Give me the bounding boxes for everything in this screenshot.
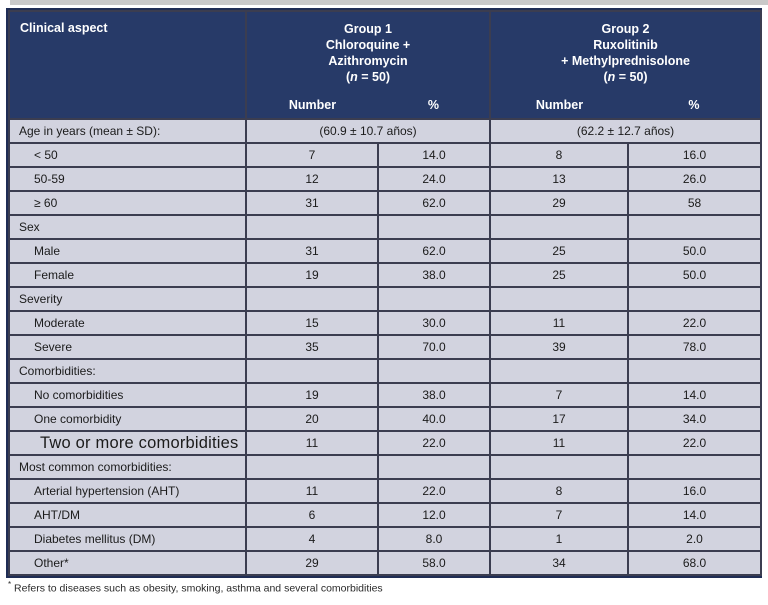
group1-title — [247, 12, 489, 85]
empty-cell — [378, 455, 490, 479]
empty-cell — [490, 455, 628, 479]
cell-group1-percent: 22.0 — [378, 479, 490, 503]
group2-number-label: Number — [535, 98, 584, 112]
cell-group1-number: 20 — [246, 407, 378, 431]
cell-group2-number: 8 — [490, 479, 628, 503]
empty-cell — [628, 215, 761, 239]
cell-group2-number: 11 — [490, 431, 628, 455]
table-row — [9, 455, 761, 479]
table-row — [9, 383, 761, 407]
cell-group1-percent: 8.0 — [378, 527, 490, 551]
cell-group1-number: 11 — [246, 431, 378, 455]
footnote-marker: * — [8, 580, 12, 589]
header-clinical-aspect — [9, 11, 246, 119]
footnote — [8, 580, 383, 595]
group2-drug-line2: + Methylprednisolone — [561, 54, 690, 68]
group1-drug-line2: Azithromycin — [328, 54, 408, 68]
cell-group2-percent: 50.0 — [628, 239, 761, 263]
table-row — [9, 143, 761, 167]
cell-group2-percent: 14.0 — [628, 503, 761, 527]
group2-title — [491, 12, 760, 85]
empty-cell — [628, 359, 761, 383]
table-row — [9, 359, 761, 383]
row-label: Diabetes mellitus (DM) — [9, 527, 246, 551]
cell-group1-number: 12 — [246, 167, 378, 191]
table-row — [9, 167, 761, 191]
cell-group1-number: 31 — [246, 239, 378, 263]
empty-cell — [378, 215, 490, 239]
cell-group1-percent: 62.0 — [378, 191, 490, 215]
row-label: One comorbidity — [9, 407, 246, 431]
cell-group2-number: 25 — [490, 263, 628, 287]
cell-group1-number: 6 — [246, 503, 378, 527]
cell-group2-percent: 22.0 — [628, 311, 761, 335]
table-row — [9, 311, 761, 335]
group2-summary-cell: (62.2 ± 12.7 años) — [490, 119, 761, 143]
cell-group1-number: 4 — [246, 527, 378, 551]
cell-group1-percent: 62.0 — [378, 239, 490, 263]
cell-group1-percent: 70.0 — [378, 335, 490, 359]
cell-group2-number: 29 — [490, 191, 628, 215]
row-label: Severe — [9, 335, 246, 359]
row-label: Age in years (mean ± SD): — [9, 119, 246, 143]
row-label: Sex — [9, 215, 246, 239]
cell-group1-percent: 22.0 — [378, 431, 490, 455]
cell-group1-percent: 30.0 — [378, 311, 490, 335]
clinical-comparison-table — [6, 8, 762, 578]
cell-group2-percent: 16.0 — [628, 143, 761, 167]
cell-group1-number: 7 — [246, 143, 378, 167]
cell-group1-number: 19 — [246, 263, 378, 287]
header-row — [9, 11, 761, 119]
cell-group2-number: 7 — [490, 383, 628, 407]
cell-group2-number: 39 — [490, 335, 628, 359]
header-group1 — [246, 11, 490, 119]
group1-summary-cell: (60.9 ± 10.7 años) — [246, 119, 490, 143]
row-label: No comorbidities — [9, 383, 246, 407]
table — [8, 10, 762, 576]
cell-group1-percent: 40.0 — [378, 407, 490, 431]
cell-group1-percent: 14.0 — [378, 143, 490, 167]
table-row — [9, 551, 761, 575]
cell-group2-percent: 68.0 — [628, 551, 761, 575]
cell-group2-percent: 2.0 — [628, 527, 761, 551]
group2-percent-label: % — [688, 98, 700, 112]
cell-group2-percent: 50.0 — [628, 263, 761, 287]
cell-group2-number: 13 — [490, 167, 628, 191]
cell-group2-percent: 22.0 — [628, 431, 761, 455]
row-label: Male — [9, 239, 246, 263]
row-label: 50-59 — [9, 167, 246, 191]
cell-group1-number: 31 — [246, 191, 378, 215]
table-header — [9, 11, 761, 119]
empty-cell — [490, 287, 628, 311]
empty-cell — [490, 215, 628, 239]
cell-group2-percent: 26.0 — [628, 167, 761, 191]
cell-group1-percent: 12.0 — [378, 503, 490, 527]
table-row — [9, 431, 761, 455]
cell-group2-number: 34 — [490, 551, 628, 575]
group1-subheader — [247, 98, 489, 118]
group1-drug-line1: Chloroquine + — [325, 38, 411, 52]
row-label: Comorbidities: — [9, 359, 246, 383]
empty-cell — [628, 287, 761, 311]
table-row — [9, 239, 761, 263]
row-label: Two or more comorbidities — [9, 431, 246, 455]
cell-group1-percent: 24.0 — [378, 167, 490, 191]
cell-group1-number: 11 — [246, 479, 378, 503]
table-row — [9, 287, 761, 311]
footnote-text: Refers to diseases such as obesity, smoking, asthma and several comorbidities — [11, 582, 383, 595]
group2-subheader — [491, 98, 760, 118]
cell-group1-percent: 38.0 — [378, 263, 490, 287]
empty-cell — [246, 455, 378, 479]
header-clinical-aspect-label: Clinical aspect — [20, 21, 108, 35]
table-body — [9, 119, 761, 575]
group1-n: (n = 50) — [345, 70, 391, 84]
cell-group2-number: 11 — [490, 311, 628, 335]
group2-drug-line1: Ruxolitinib — [593, 38, 658, 52]
table-row — [9, 407, 761, 431]
cell-group1-number: 35 — [246, 335, 378, 359]
empty-cell — [628, 455, 761, 479]
group1-number-label: Number — [288, 98, 337, 112]
cell-group1-percent: 58.0 — [378, 551, 490, 575]
cell-group1-number: 29 — [246, 551, 378, 575]
cell-group1-percent: 38.0 — [378, 383, 490, 407]
row-label: ≥ 60 — [9, 191, 246, 215]
table-row — [9, 191, 761, 215]
table-row — [9, 119, 761, 143]
table-row — [9, 479, 761, 503]
empty-cell — [378, 287, 490, 311]
table-row — [9, 527, 761, 551]
cell-group2-percent: 14.0 — [628, 383, 761, 407]
group2-name: Group 2 — [601, 22, 650, 36]
empty-cell — [246, 287, 378, 311]
row-label: Arterial hypertension (AHT) — [9, 479, 246, 503]
empty-cell — [490, 359, 628, 383]
row-label: < 50 — [9, 143, 246, 167]
empty-cell — [378, 359, 490, 383]
row-label: Severity — [9, 287, 246, 311]
cell-group2-number: 8 — [490, 143, 628, 167]
row-label: Most common comorbidities: — [9, 455, 246, 479]
table-row — [9, 263, 761, 287]
table-row — [9, 503, 761, 527]
cell-group1-number: 19 — [246, 383, 378, 407]
table-row — [9, 335, 761, 359]
row-label: AHT/DM — [9, 503, 246, 527]
cell-group2-number: 1 — [490, 527, 628, 551]
header-group2 — [490, 11, 761, 119]
row-label: Female — [9, 263, 246, 287]
cell-group2-percent: 58 — [628, 191, 761, 215]
group1-percent-label: % — [427, 98, 440, 112]
cell-group2-number: 17 — [490, 407, 628, 431]
empty-cell — [246, 359, 378, 383]
cell-group2-percent: 34.0 — [628, 407, 761, 431]
cell-group2-percent: 16.0 — [628, 479, 761, 503]
group2-n: (n = 50) — [603, 70, 648, 84]
empty-cell — [246, 215, 378, 239]
group1-name: Group 1 — [344, 22, 392, 36]
table-row — [9, 215, 761, 239]
cell-group1-number: 15 — [246, 311, 378, 335]
row-label: Other* — [9, 551, 246, 575]
cell-group2-percent: 78.0 — [628, 335, 761, 359]
row-label: Moderate — [9, 311, 246, 335]
top-divider — [10, 0, 768, 5]
cell-group2-number: 7 — [490, 503, 628, 527]
cell-group2-number: 25 — [490, 239, 628, 263]
